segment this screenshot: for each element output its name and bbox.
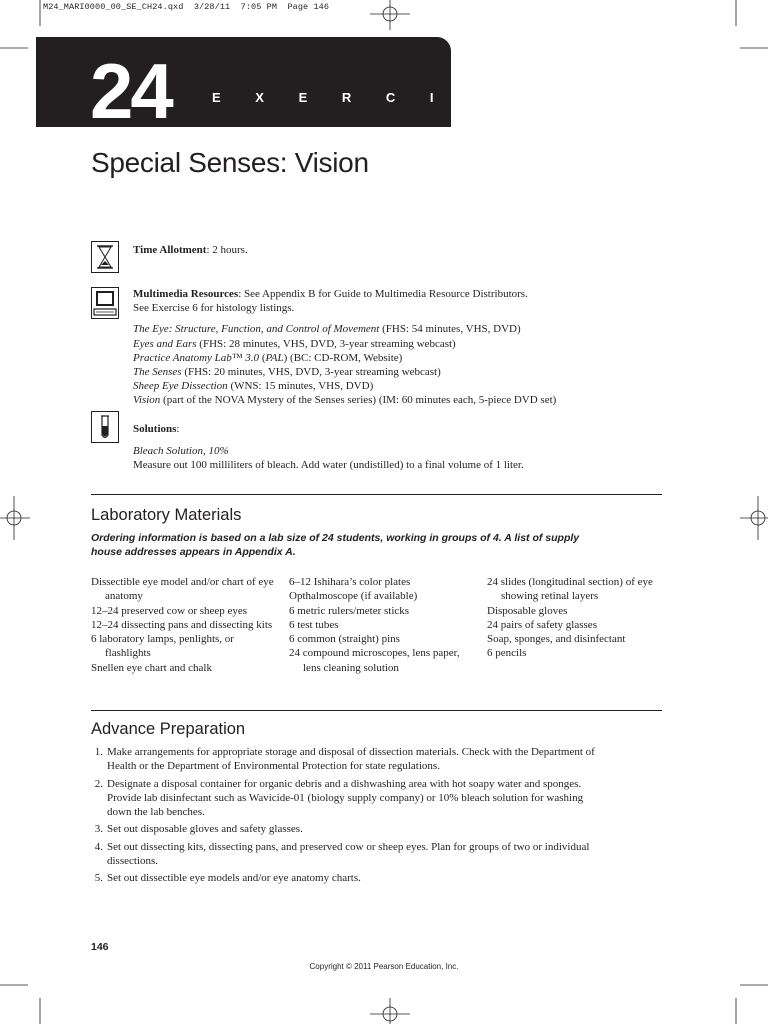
list-number: 2. [94,777,103,790]
list-text: Designate a disposal container for organic debris and a dishwashing area with hot soapy water and sponges. Provide lab disinfectant such as Wavicide-01 (biology supply company) or 10% bleach solution for washing down the lab benches. [107,777,584,819]
time-allotment-label: Time Allotment [133,244,207,256]
list-text: Set out dissectible eye models and/or eye anatomy charts. [107,872,361,885]
lab-materials-heading: Laboratory Materials [91,506,242,524]
hourglass-icon [91,241,119,271]
media-item [133,365,693,379]
material-item: 24 compound microscopes, lens paper, lens cleaning solution [289,647,460,674]
list-item [91,745,601,774]
advance-prep-list [91,745,601,889]
media-title: The Eye: Structure, Function, and Control of Movement [133,323,380,336]
materials-column-2 [289,575,474,675]
material-item: 6 laboratory lamps, penlights, or flashlights [91,633,234,660]
solution-text: Measure out 100 milliliters of bleach. Add water (undistilled) to a final volume of 1 liter. [133,459,524,472]
list-number: 1. [94,746,103,758]
media-detail: (FHS: 20 minutes, VHS, DVD, 3-year streaming webcast) [181,366,441,379]
media-title: Sheep Eye Dissection [133,380,228,393]
advance-prep-heading: Advance Preparation [91,720,246,738]
solutions [133,422,693,473]
print-slug: M24_MARI0000_00_SE_CH24.qxd 3/28/11 7:05 PM Page 146 [43,2,330,12]
time-allotment-text: : 2 hours. [206,244,248,256]
multimedia-text: : See Appendix B for Guide to Multimedia Resource Distributors. [238,288,528,300]
test-tube-icon [91,411,119,441]
materials-column-3 [487,575,672,661]
media-item [133,379,693,393]
copyright-notice: Copyright © 2011 Pearson Education, Inc. [309,962,459,971]
lab-materials-note: Ordering information is based on a lab size of 24 students, working in groups of 4. A list of supply house addresses appears in Appendix A. [91,532,580,558]
page-number: 146 [91,941,109,953]
list-number: 3. [94,823,103,836]
media-title: Vision [133,394,161,407]
section-divider [91,710,662,711]
media-item [133,351,693,365]
material-item: Dissectible eye model and/or chart of eye anatomy [91,576,274,603]
media-detail: (WNS: 15 minutes, VHS, DVD) [227,380,374,393]
material-item: 6–12 Ishihara’s color plates [289,576,411,588]
list-text: Set out disposable gloves and safety glasses. [107,823,303,836]
material-item: Snellen eye chart and chalk [91,661,212,674]
material-item: 12–24 preserved cow or sheep eyes [91,604,248,617]
material-item: 12–24 dissecting pans and dissecting kits [91,618,273,631]
list-item [91,871,601,885]
list-text: Make arrangements for appropriate storage and disposal of dissection materials. Check with the Department of Health or the Department of Environmental Protection for state regulations. [107,746,595,773]
exercise-number: 24 [90,47,171,135]
solutions-colon: : [176,423,180,435]
material-item: Disposable gloves [487,604,568,617]
media-detail: (part of the NOVA Mystery of the Senses series) (IM: 60 minutes each, 5-piece DVD set) [160,394,557,407]
media-title: Practice Anatomy Lab™ 3.0 [133,351,260,364]
media-item [133,337,693,351]
solutions-label: Solutions [133,423,177,435]
computer-icon [91,287,119,317]
media-title: Eyes and Ears [133,337,197,350]
multimedia-resources [133,287,693,408]
list-item [91,840,601,869]
exercise-label: E X E R C I S E [212,90,536,105]
list-number: 5. [94,872,103,885]
media-detail: (FHS: 28 minutes, VHS, DVD, 3-year streaming webcast) [196,337,456,350]
list-item [91,777,601,820]
material-item: Soap, sponges, and disinfectant [487,633,626,646]
material-item: 24 pairs of safety glasses [487,618,597,631]
material-item: 6 common (straight) pins [289,633,400,646]
media-detail: (FHS: 54 minutes, VHS, DVD) [379,323,521,336]
time-allotment [133,243,653,257]
material-item: 6 pencils [487,647,527,660]
materials-column-1 [91,575,276,675]
list-text: Set out dissecting kits, dissecting pans, and preserved cow or sheep eyes. Plan for groups of two or individual dissections. [107,840,590,868]
media-item [133,322,693,336]
material-item: 6 metric rulers/meter sticks [289,604,410,617]
material-item: 24 slides (longitudinal section) of eye showing retinal layers [487,576,653,603]
page-title: Special Senses: Vision [91,147,369,178]
media-detail: ) (BC: CD-ROM, Website) [283,351,403,364]
media-detail: ( [259,351,266,364]
media-title: The Senses [133,366,182,379]
section-divider [91,494,662,495]
list-item [91,822,601,836]
media-title: PAL [265,351,284,364]
media-item [133,393,693,407]
multimedia-label: Multimedia Resources [133,288,239,300]
material-item: 6 test tubes [289,618,339,631]
list-number: 4. [94,840,103,853]
multimedia-line2: See Exercise 6 for histology listings. [133,302,295,315]
material-item: Opthalmoscope (if available) [289,590,418,603]
solution-name: Bleach Solution, 10% [133,445,229,458]
